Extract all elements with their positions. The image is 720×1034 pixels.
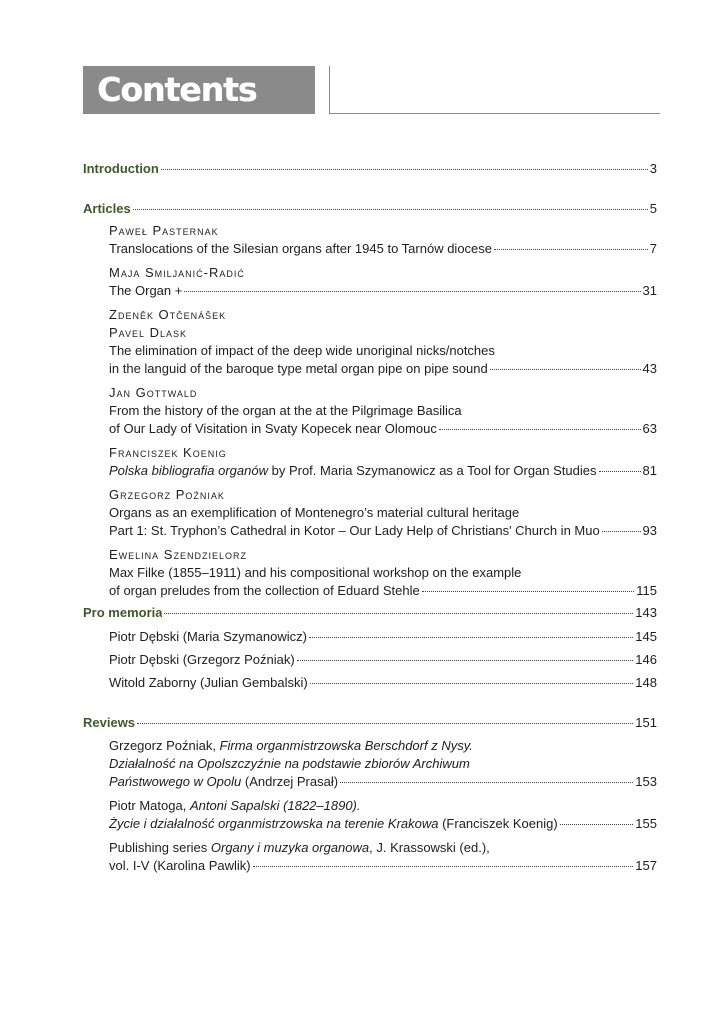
entry-title: Translocations of the Silesian organs after 1945 to Tarnów diocese [109, 241, 493, 256]
dot-leader [297, 659, 634, 661]
section-title: Pro memoria [83, 605, 163, 620]
entry-title: Piotr Dębski (Maria Szymanowicz) [109, 629, 307, 644]
toc-line [109, 462, 657, 480]
section-introduction [83, 160, 657, 178]
section-title: Introduction [83, 161, 159, 176]
review-author: Piotr Matoga, [109, 798, 190, 813]
entry-title: Piotr Dębski (Grzegorz Poźniak) [109, 652, 295, 667]
entry-title-cont: in the languid of the baroque type metal organ pipe on pipe sound [109, 361, 488, 376]
review-author: Grzegorz Poźniak, [109, 738, 220, 753]
entry-title: Organs as an exemplification of Montenegro’s material cultural heritage [109, 505, 520, 520]
page-number: 63 [642, 421, 657, 436]
author-name: Franciszek Koenig [109, 445, 227, 460]
toc-line [109, 522, 657, 540]
toc-line [109, 650, 657, 669]
toc-entry[interactable] [109, 650, 657, 669]
review-line [109, 839, 657, 857]
section-reviews [83, 714, 657, 732]
page-number: 93 [642, 523, 657, 538]
review-line [109, 773, 338, 791]
toc-entry[interactable] [109, 444, 657, 480]
page-number: 3 [649, 161, 657, 176]
page-number: 155 [635, 816, 657, 831]
page-number: 143 [635, 605, 657, 620]
toc-entry[interactable] [109, 306, 657, 378]
review-line [109, 755, 657, 773]
review-prefix: Publishing series [109, 840, 211, 855]
toc-line[interactable] [83, 160, 657, 178]
dot-leader [422, 590, 635, 592]
toc-entry[interactable] [109, 546, 657, 600]
entry-title: From the history of the organ at the at the Pilgrimage Basilica [109, 403, 462, 418]
review-title-italic: Organy i muzyka organowa [210, 840, 370, 855]
entry-title: The elimination of impact of the deep wide unoriginal nicks/notches [109, 343, 495, 358]
author-name: Jan Gottwald [109, 385, 198, 400]
toc-entry[interactable] [109, 627, 657, 646]
entry-title-cont: Part 1: St. Tryphon’s Cathedral in Kotor – Our Lady Help of Christians' Church in Muo [109, 523, 600, 538]
dot-leader [439, 428, 641, 430]
page-number: 81 [642, 463, 657, 478]
toc-entry[interactable] [109, 839, 657, 875]
section-title: Articles [83, 201, 131, 216]
toc-entry[interactable] [109, 797, 657, 833]
dot-leader [253, 865, 634, 867]
review-title-italic: Działalność na Opolszczyźnie na podstawie zbiorów Archiwum [109, 756, 470, 771]
toc-line [109, 582, 657, 600]
author-name: Pavel Dlask [109, 325, 188, 340]
contents-header [83, 66, 315, 114]
page-number: 151 [635, 715, 657, 730]
author-name: Paweł Pasternak [109, 223, 219, 238]
toc-line [109, 420, 657, 438]
page-number: 146 [635, 652, 657, 667]
page-number: 7 [649, 241, 657, 256]
page-number: 145 [635, 629, 657, 644]
review-line [109, 815, 558, 833]
dot-leader [602, 530, 641, 532]
entry-title: The Organ + [109, 283, 183, 298]
toc-entry[interactable] [109, 222, 657, 258]
entry-title-cont: of organ preludes from the collection of Eduard Stehle [109, 583, 420, 598]
entry-title: Max Filke (1855–1911) and his compositional workshop on the example [109, 565, 522, 580]
toc-line [109, 673, 657, 692]
dot-leader [133, 208, 648, 210]
section-title: Reviews [83, 715, 136, 730]
review-reviewer: (Franciszek Koenig) [438, 816, 558, 831]
section-pro-memoria [83, 604, 657, 622]
toc-line [109, 282, 657, 300]
dot-leader [164, 612, 633, 614]
toc-line [109, 773, 657, 791]
toc-line [109, 857, 657, 875]
toc-entry[interactable] [109, 737, 657, 791]
dot-leader [599, 470, 641, 472]
dot-leader [340, 781, 633, 783]
entry-title-rest: by Prof. Maria Szymanowicz as a Tool for Organ Studies [267, 463, 597, 478]
dot-leader [309, 636, 633, 638]
page-number: 31 [642, 283, 657, 298]
toc-line[interactable] [83, 200, 657, 218]
author-name: Grzegorz Poźniak [109, 487, 225, 502]
entry-title: Witold Zaborny (Julian Gembalski) [109, 675, 308, 690]
toc-entry[interactable] [109, 673, 657, 692]
review-reviewer: (Andrzej Prasał) [241, 774, 339, 789]
toc-line [109, 815, 657, 833]
table-of-contents [83, 158, 657, 875]
review-line [109, 797, 657, 815]
review-title-italic: Państwowego w Opolu [109, 774, 242, 789]
dot-leader [494, 248, 648, 250]
page-number: 148 [635, 675, 657, 690]
review-title-italic: Antoni Sapalski (1822–1890). [189, 798, 361, 813]
author-name: Maja Smiljanić-Radić [109, 265, 245, 280]
toc-line [109, 627, 657, 646]
entry-title-italic: Polska bibliografia organów [109, 463, 268, 478]
review-title-italic: Życie i działalność organmistrzowska na terenie Krakowa [109, 816, 439, 831]
toc-entry[interactable] [109, 264, 657, 300]
toc-entry[interactable] [109, 486, 657, 540]
dot-leader [184, 290, 640, 292]
dot-leader [310, 682, 634, 684]
page-title: Contents [97, 70, 257, 109]
toc-line [109, 360, 657, 378]
section-articles [83, 200, 657, 218]
dot-leader [137, 722, 633, 724]
header-rule-horizontal [329, 113, 660, 114]
review-line [109, 737, 657, 755]
page-number: 153 [635, 774, 657, 789]
toc-line[interactable] [83, 714, 657, 732]
review-editor: , J. Krassowski (ed.), [369, 840, 490, 855]
review-line: vol. I-V (Karolina Pawlik) [109, 858, 251, 873]
dot-leader [560, 823, 634, 825]
page-number: 115 [636, 583, 657, 598]
entry-title [109, 462, 597, 480]
dot-leader [161, 168, 648, 170]
toc-line[interactable] [83, 604, 657, 622]
toc-line [109, 240, 657, 258]
toc-entry[interactable] [109, 384, 657, 438]
page-number: 157 [635, 858, 657, 873]
header-rule-vertical [329, 66, 330, 114]
page-number: 5 [649, 201, 657, 216]
dot-leader [490, 368, 641, 370]
author-name: Ewelina Szendzielorz [109, 547, 247, 562]
review-title-italic: Firma organmistrzowska Berschdorf z Nysy. [219, 738, 473, 753]
author-name: Zdeněk Otčenášek [109, 307, 227, 322]
entry-title-cont: of Our Lady of Visitation in Svaty Kopecek near Olomouc [109, 421, 437, 436]
page-number: 43 [642, 361, 657, 376]
